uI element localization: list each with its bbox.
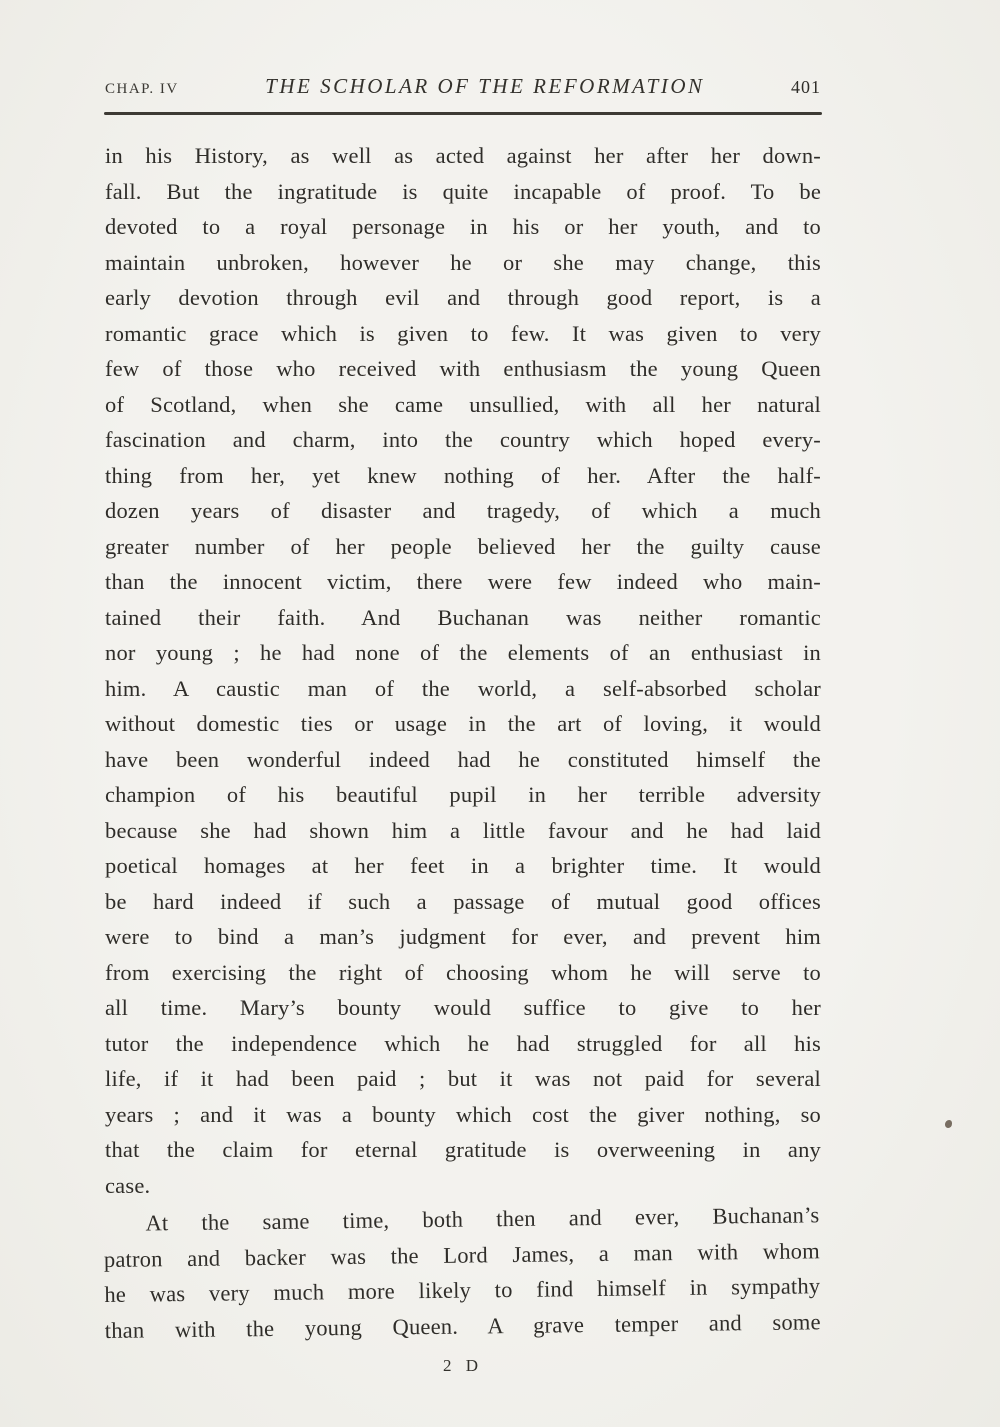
signature-mark: 2 D xyxy=(442,1356,484,1375)
paragraph xyxy=(105,138,821,1203)
text-line: were to bind a man’s judgment for ever, and prevent him xyxy=(105,924,821,949)
ink-speck xyxy=(945,1120,952,1128)
text-line: greater number of her people believed her the guilty cause xyxy=(105,533,821,559)
text-line: because she had shown him a little favour and he had laid xyxy=(105,817,821,843)
text-line: of Scotland, when she came unsullied, with all her natural xyxy=(105,391,821,417)
text-line: romantic grace which is given to few. It was given to very xyxy=(105,320,821,346)
text-line: life, if it had been paid ; but it was not paid for several xyxy=(105,1066,821,1091)
text-line: devoted to a royal personage in his or her youth, and to xyxy=(105,214,821,239)
running-title: THE SCHOLAR OF THE REFORMATION xyxy=(265,74,705,98)
text-line: him. A caustic man of the world, a self-absorbed scholar xyxy=(105,675,821,701)
text-line: dozen years of disaster and tragedy, of which a much xyxy=(105,498,821,523)
text-line: nor young ; he had none of the elements of an enthusiast in xyxy=(105,640,821,665)
text-line: from exercising the right of choosing whom he will serve to xyxy=(105,959,821,985)
page-number: 401 xyxy=(791,77,821,97)
text-line: than with the young Queen. A grave temper and some xyxy=(104,1308,821,1343)
text-line: tained their faith. And Buchanan was neither romantic xyxy=(105,604,821,630)
text-line: that the claim for eternal gratitude is overweening in any xyxy=(105,1137,821,1162)
text-line: years ; and it was a bounty which cost the giver nothing, so xyxy=(105,1101,821,1127)
page-header xyxy=(105,74,821,99)
text-line: than the innocent victim, there were few indeed who main- xyxy=(105,569,821,594)
text-line: poetical homages at her feet in a brighter time. It would xyxy=(105,853,821,878)
text-line: have been wonderful indeed had he constituted himself the xyxy=(105,746,821,772)
page-body xyxy=(105,138,821,1348)
paragraph xyxy=(103,1197,821,1348)
text-line: without domestic ties or usage in the art of loving, it would xyxy=(105,711,821,736)
text-line: be hard indeed if such a passage of mutual good offices xyxy=(105,888,821,914)
text-line: At the same time, both then and ever, Buchanan’s xyxy=(145,1202,820,1236)
text-line: all time. Mary’s bounty would suffice to give to her xyxy=(105,995,821,1020)
text-line: few of those who received with enthusiasm the young Queen xyxy=(105,356,821,381)
chapter-label: CHAP. IV xyxy=(105,81,179,97)
text-line: tutor the independence which he had struggled for all his xyxy=(105,1030,821,1056)
text-line: fascination and charm, into the country which hoped every- xyxy=(105,427,821,452)
text-line: he was very much more likely to find himself in sympathy xyxy=(104,1273,821,1308)
header-rule xyxy=(104,112,822,115)
text-line: early devotion through evil and through good report, is a xyxy=(105,285,821,310)
text-line: thing from her, yet knew nothing of her. After the half- xyxy=(105,462,821,488)
text-line: champion of his beautiful pupil in her terrible adversity xyxy=(105,782,821,807)
text-line: maintain unbroken, however he or she may change, this xyxy=(105,249,821,275)
text-line: patron and backer was the Lord James, a man with whom xyxy=(103,1237,821,1272)
text-line: case. xyxy=(105,1172,151,1198)
text-line: in his History, as well as acted against her after her down- xyxy=(105,143,821,168)
text-line: fall. But the ingratitude is quite incapable of proof. To be xyxy=(105,178,821,204)
